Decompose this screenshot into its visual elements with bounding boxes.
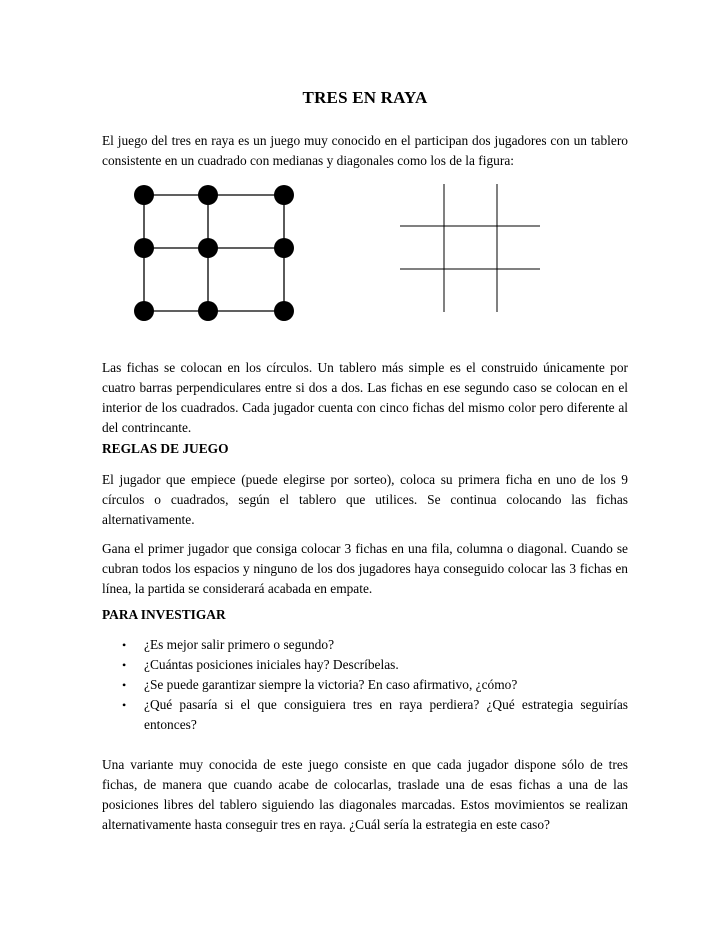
dot-board-figure bbox=[102, 170, 628, 340]
rules-heading: REGLAS DE JUEGO bbox=[102, 441, 229, 456]
pieces-paragraph: Las fichas se colocan en los círculos. Un tablero más simple es el construido únicamente por cuatro barras perpendiculares entre si dos a dos. Las fichas en ese segundo caso se colocan en el interior de los cuadrados. Cada jugador cuenta con cinco fichas del mismo color pero diferente al del contrincante. bbox=[102, 360, 628, 435]
intro-paragraph: El juego del tres en raya es un juego muy conocido en el participan dos jugadores con un tablero consistente en un cuadrado con medianas y diagonales como los de la figura: bbox=[102, 133, 628, 168]
bullet-icon: • bbox=[122, 658, 127, 672]
hash-board-figure bbox=[400, 184, 540, 312]
rules-paragraph-1: El jugador que empiece (puede elegirse por sorteo), coloca su primera ficha en uno de los 9 círculos o cuadrados, según el tablero que utilices. Se continua colocando las fichas alternativamente. bbox=[102, 472, 628, 527]
board-figures bbox=[102, 170, 628, 340]
list-item bbox=[102, 635, 628, 655]
rules-paragraph-2: Gana el primer jugador que consiga colocar 3 fichas en una fila, columna o diagonal. Cuando se cubran todos los espacios y ninguno de los dos jugadores haya conseguido colocar las 3 fichas en línea, la partida se considerará acabada en empate. bbox=[102, 541, 628, 596]
bullet-icon: • bbox=[122, 638, 127, 652]
question-text: ¿Se puede garantizar siempre la victoria? En caso afirmativo, ¿cómo? bbox=[144, 677, 518, 692]
bullet-icon: • bbox=[122, 698, 127, 712]
bullet-icon: • bbox=[122, 678, 127, 692]
list-item bbox=[102, 695, 628, 735]
investigate-heading: PARA INVESTIGAR bbox=[102, 607, 226, 622]
question-list bbox=[102, 635, 628, 735]
variant-paragraph: Una variante muy conocida de este juego consiste en que cada jugador dispone sólo de tres fichas, de manera que cuando acabe de colocarlas, traslade una de esas fichas a una de las posiciones libres del tablero siguiendo las diagonales marcadas. Estos movimientos se realizan alternativamente hasta conseguir tres en raya. ¿Cuál sería la estrategia en este caso? bbox=[102, 757, 628, 832]
list-item bbox=[102, 675, 628, 695]
question-text: ¿Qué pasaría si el que consiguiera tres en raya perdiera? ¿Qué estrategia seguirías entonces? bbox=[144, 697, 628, 732]
document-title: TRES EN RAYA bbox=[302, 88, 428, 107]
question-text: ¿Cuántas posiciones iniciales hay? Descríbelas. bbox=[144, 657, 399, 672]
list-item bbox=[102, 655, 628, 675]
question-text: ¿Es mejor salir primero o segundo? bbox=[144, 637, 335, 652]
